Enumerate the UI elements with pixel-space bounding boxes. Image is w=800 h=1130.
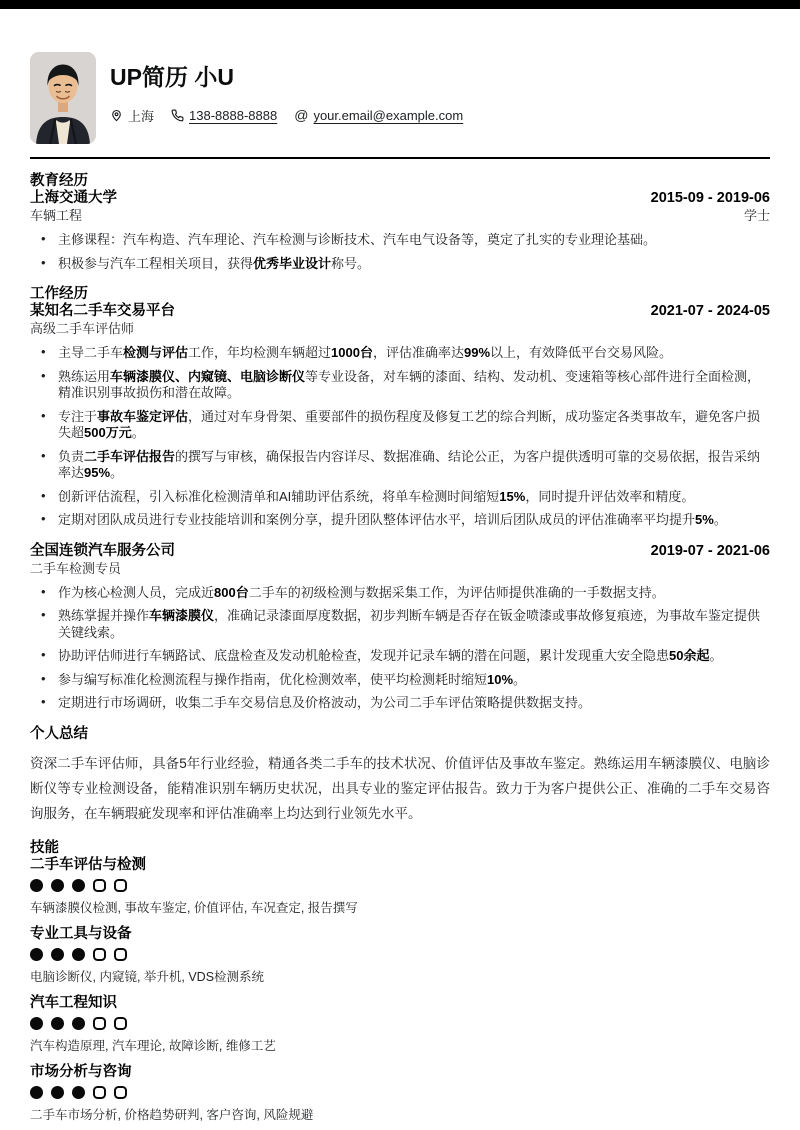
bullet-item: • 参与编写标准化检测流程与操作指南，优化检测效率，使平均检测耗时缩短10%。: [30, 672, 770, 689]
location-item: [110, 106, 154, 125]
work-entry: [30, 303, 770, 529]
skill-dot-filled: [51, 1086, 64, 1099]
skill-level-dots: [30, 948, 770, 961]
entry-date: 2019-07 - 2021-06: [650, 542, 770, 559]
entry-sub-row: [30, 207, 770, 224]
skill-level-dots: [30, 879, 770, 892]
work-entry: [30, 543, 770, 712]
resume-header: [30, 52, 770, 144]
skill-group: [30, 857, 770, 916]
entry-date: 2015-09 - 2019-06: [650, 190, 770, 206]
skill-dot-empty: [93, 948, 106, 961]
skill-dot-filled: [51, 948, 64, 961]
education-entries: [30, 190, 770, 272]
contact-row: [110, 106, 480, 125]
resume-page: [0, 52, 800, 1123]
work-bullet-list: [30, 345, 770, 529]
work-entries: [30, 303, 770, 712]
skill-group-name: 市场分析与咨询: [30, 1063, 132, 1080]
avatar-photo: [30, 52, 96, 144]
entry-head-row: [30, 303, 770, 320]
skill-dot-empty: [93, 879, 106, 892]
major-name: 车辆工程: [30, 208, 83, 223]
phone-item: [171, 108, 277, 123]
bullet-item: • 主导二手车检测与评估工作，年均检测车辆超过1000台，评估准确率达99%以上，有效降低平台交易风险。: [30, 345, 770, 362]
skill-dot-filled: [30, 879, 43, 892]
phone-link[interactable]: 138-8888-8888: [189, 108, 278, 123]
header-info: [110, 52, 480, 144]
work-section-title: 工作经历: [30, 286, 88, 302]
entry-head-row: [30, 190, 770, 207]
bullet-item: • 协助评估师进行车辆路试、底盘检查及发动机舱检查，发现并记录车辆的潜在问题，累计发现重大安全隐患50余起。: [30, 648, 770, 665]
summary-text: 资深二手车评估师，具备5年行业经验，精通各类二手车的技术状况、价值评估及事故车鉴定。熟练运用车辆漆膜仪、电脑诊断仪等专业检测设备，能精准识别车辆历史状况，出具专业的鉴定评估报告。致力于为客户提供公正、准确的二手车交易咨询服务，在车辆瑕疵发现率和评估准确率上均达到行业领先水平。: [30, 755, 770, 821]
email-item: [294, 108, 463, 123]
skill-group-name: 二手车评估与检测: [30, 856, 146, 873]
section-work: [30, 286, 770, 712]
bullet-item: • 熟练运用车辆漆膜仪、内窥镜、电脑诊断仪等专业设备，对车辆的漆面、结构、发动机、变速箱等核心部件进行全面检测，精准识别事故损伤和潜在故障。: [30, 369, 770, 402]
bullet-item: • 定期进行市场调研，收集二手车交易信息及价格波动，为公司二手车评估策略提供数据支持。: [30, 695, 770, 712]
education-entry: [30, 190, 770, 272]
skills-section-title: 技能: [30, 839, 59, 856]
entry-date: 2021-07 - 2024-05: [650, 303, 770, 319]
skill-dot-empty: [114, 879, 127, 892]
company-name: 全国连锁汽车服务公司: [30, 542, 175, 559]
skill-items-text: 车辆漆膜仪检测, 事故车鉴定, 价值评估, 车况查定, 报告撰写: [30, 900, 358, 915]
skill-group: [30, 926, 770, 985]
entry-sub-row: [30, 560, 770, 577]
header-divider: [30, 157, 770, 159]
phone-icon: [171, 109, 184, 122]
bullet-item: • 熟练掌握并操作车辆漆膜仪，准确记录漆面厚度数据，初步判断车辆是否存在钣金喷漆或事故修复痕迹，为事故车鉴定提供关键线索。: [30, 608, 770, 641]
degree-name: 学士: [743, 208, 770, 223]
candidate-name: UP简历 小U: [110, 64, 234, 90]
bullet-item: • 积极参与汽车工程相关项目，获得优秀毕业设计称号。: [30, 256, 770, 273]
skill-dot-filled: [72, 1086, 85, 1099]
entry-sub-row: [30, 320, 770, 337]
skill-group: [30, 1064, 770, 1123]
bullet-item: • 负责二手车评估报告的撰写与审核，确保报告内容详尽、数据准确、结论公正，为客户提供透明可靠的交易依据，报告采纳率达95%。: [30, 449, 770, 482]
avatar-placeholder-illustration: [30, 52, 96, 144]
job-title: 高级二手车评估师: [30, 321, 135, 336]
skill-dot-empty: [114, 1086, 127, 1099]
top-accent-bar: [0, 0, 800, 9]
education-bullet-list: [30, 232, 770, 272]
skill-level-dots: [30, 1086, 770, 1099]
bullet-item: • 创新评估流程，引入标准化检测清单和AI辅助评估系统，将单车检测时间缩短15%，同时提升评估效率和精度。: [30, 489, 770, 506]
location-text: 上海: [128, 109, 155, 124]
bullet-item: • 作为核心检测人员，完成近800台二手车的初级检测与数据采集工作，为评估师提供准确的一手数据支持。: [30, 585, 770, 602]
education-section-title: 教育经历: [30, 173, 88, 189]
skill-items-text: 汽车构造原理, 汽车理论, 故障诊断, 维修工艺: [30, 1038, 276, 1053]
skill-group-name: 专业工具与设备: [30, 925, 132, 942]
skill-dot-filled: [72, 948, 85, 961]
map-pin-icon: [110, 108, 123, 123]
skill-groups: [30, 857, 770, 1123]
skill-items-text: 二手车市场分析, 价格趋势研判, 客户咨询, 风险规避: [30, 1107, 314, 1122]
skill-dot-filled: [30, 1086, 43, 1099]
entry-head-row: [30, 543, 770, 560]
skill-group: [30, 995, 770, 1054]
summary-section-title: 个人总结: [30, 725, 88, 742]
bullet-item: • 定期对团队成员进行专业技能培训和案例分享，提升团队整体评估水平，培训后团队成员的评估准确率平均提升5%。: [30, 512, 770, 529]
skill-dot-filled: [72, 879, 85, 892]
skill-dot-empty: [114, 948, 127, 961]
bullet-item: • 主修课程：汽车构造、汽车理论、汽车检测与诊断技术、汽车电气设备等，奠定了扎实的专业理论基础。: [30, 232, 770, 249]
skill-dot-filled: [30, 1017, 43, 1030]
at-icon: @: [294, 107, 309, 123]
skill-dot-empty: [114, 1017, 127, 1030]
section-education: [30, 173, 770, 272]
bullet-item: • 专注于事故车鉴定评估，通过对车身骨架、重要部件的损伤程度及修复工艺的综合判断，成功鉴定各类事故车，避免客户损失超500万元。: [30, 409, 770, 442]
skill-dot-filled: [51, 879, 64, 892]
company-name: 某知名二手车交易平台: [30, 303, 175, 319]
skill-dot-empty: [93, 1017, 106, 1030]
skill-dot-filled: [51, 1017, 64, 1030]
skill-dot-empty: [93, 1086, 106, 1099]
skill-group-name: 汽车工程知识: [30, 994, 117, 1011]
section-skills: [30, 840, 770, 1123]
skill-dot-filled: [30, 948, 43, 961]
skill-items-text: 电脑诊断仪, 内窥镜, 举升机, VDS检测系统: [30, 969, 265, 984]
skill-level-dots: [30, 1017, 770, 1030]
email-link[interactable]: your.email@example.com: [313, 108, 464, 123]
work-bullet-list: [30, 585, 770, 712]
school-name: 上海交通大学: [30, 190, 117, 206]
section-summary: [30, 726, 770, 826]
skill-dot-filled: [72, 1017, 85, 1030]
job-title: 二手车检测专员: [30, 560, 122, 576]
